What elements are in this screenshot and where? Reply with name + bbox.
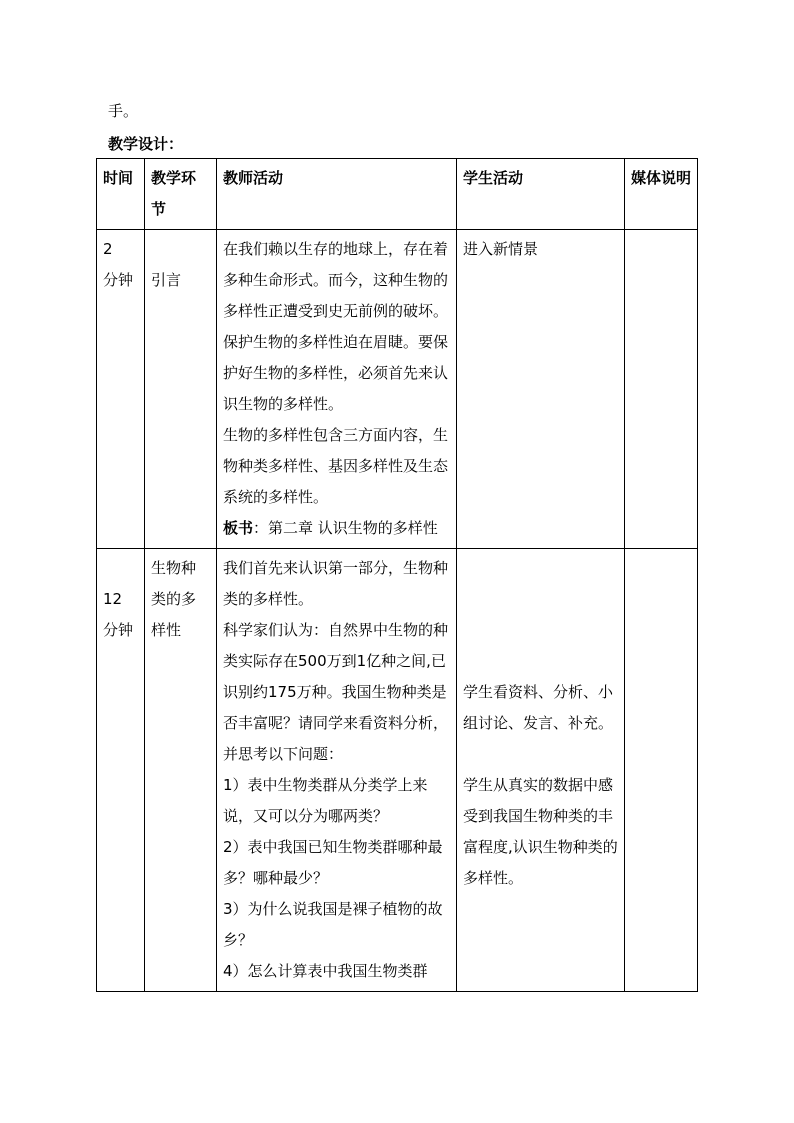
header-media: 媒体说明 <box>625 159 698 230</box>
teacher-question: 1）表中生物类群从分类学上来说，又可以分为哪两类？ <box>223 776 428 825</box>
stage-label: 引言 <box>151 271 182 289</box>
board-label: 板书 <box>223 519 254 537</box>
cell-student <box>457 549 625 992</box>
time-number: 2 <box>103 240 113 258</box>
header-teacher: 教师活动 <box>217 159 457 230</box>
time-number: 12 <box>103 590 123 608</box>
cell-media <box>625 549 698 992</box>
cell-teacher <box>217 549 457 992</box>
table-row <box>97 230 698 549</box>
header-student: 学生活动 <box>457 159 625 230</box>
cell-media <box>625 230 698 549</box>
teacher-paragraph: 生物的多样性包含三方面内容，生物种类多样性、基因多样性及生态系统的多样性。 <box>223 426 449 506</box>
teacher-paragraph: 我们首先来认识第一部分，生物种类的多样性。 <box>223 559 449 608</box>
teacher-question: 4）怎么计算表中我国生物类群 <box>223 962 428 980</box>
teacher-question: 3）为什么说我国是裸子植物的故乡？ <box>223 900 443 949</box>
section-title: 教学设计： <box>108 135 184 153</box>
lesson-plan-table <box>96 158 698 992</box>
cell-time <box>97 230 145 549</box>
cell-teacher <box>217 230 457 549</box>
time-unit: 分钟 <box>103 271 134 289</box>
table-header-row <box>97 159 698 230</box>
student-activity: 学生看资料、分析、小组讨论、发言、补充。 <box>463 683 614 732</box>
intro-tail-text: 手。 <box>108 102 139 120</box>
board-text: ：第二章 认识生物的多样性 <box>253 519 438 537</box>
teacher-paragraph: 在我们赖以生存的地球上，存在着多种生命形式。而今，这种生物的多样性正遭受到史无前例的破坏。保护生物的多样性迫在眉睫。要保护好生物的多样性，必须首先来认识生物的多样性。 <box>223 240 449 413</box>
student-activity: 学生从真实的数据中感受到我国生物种类的丰富程度,认识生物种类的多样性。 <box>463 776 618 887</box>
header-time: 时间 <box>97 159 145 230</box>
cell-stage <box>145 230 217 549</box>
teacher-paragraph: 科学家们认为：自然界中生物的种类实际存在500万到1亿种之间,已识别约175万种。我国生物种类是否丰富呢？请同学来看资料分析，并思考以下问题： <box>223 621 449 763</box>
cell-time <box>97 549 145 992</box>
header-stage: 教学环节 <box>145 159 217 230</box>
teacher-question: 2）表中我国已知生物类群哪种最多？哪种最少？ <box>223 838 443 887</box>
time-unit: 分钟 <box>103 621 134 639</box>
cell-student: 进入新情景 <box>457 230 625 549</box>
table-row <box>97 549 698 992</box>
cell-stage: 生物种类的多样性 <box>145 549 217 992</box>
board-note <box>223 513 450 544</box>
